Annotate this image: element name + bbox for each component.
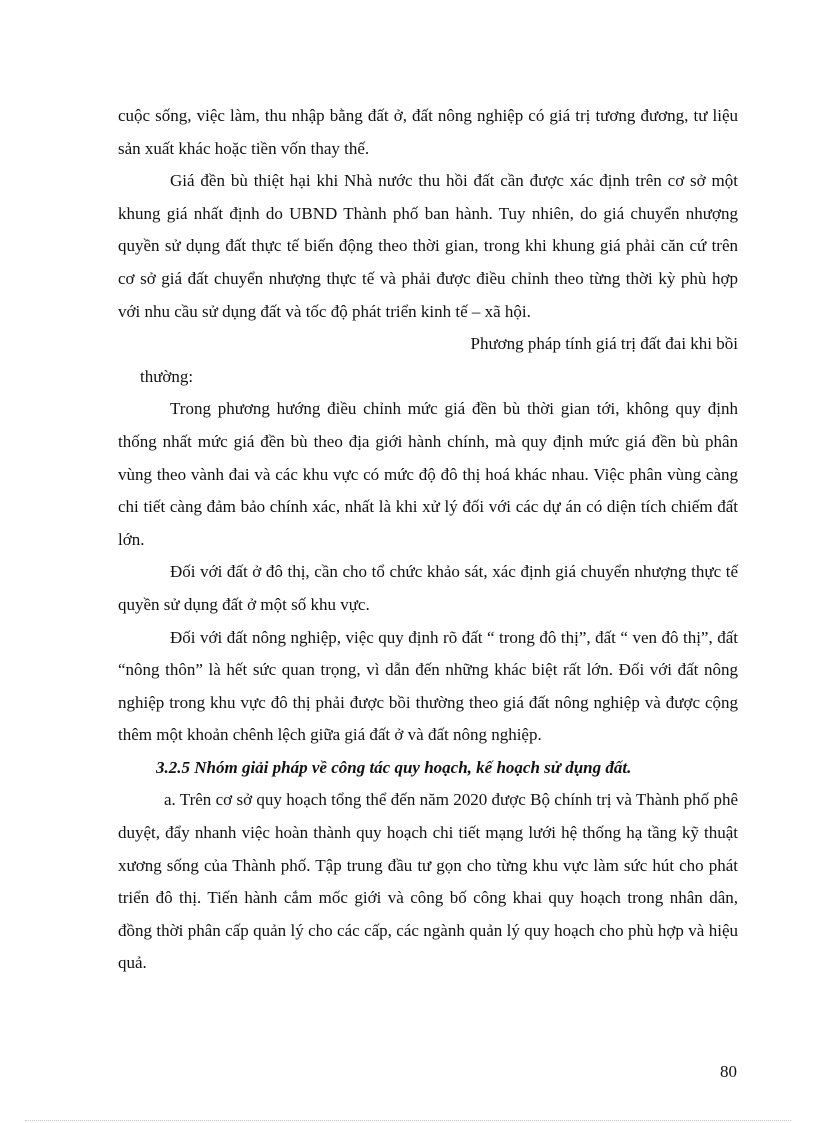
paragraph-agricultural-land: Đối với đất nông nghiệp, việc quy định rõ đất “ trong đô thị”, đất “ ven đô thị”, đất “nông thôn” là hết sức quan trọng, vì dẫn đến những khác biệt rất lớn. Đối với đất nông nghiệp trong khu vực đô thị phải được bồi thường theo giá đất nông nghiệp và được cộng thêm một khoản chênh lệch giữa giá đất ở và đất nông nghiệp. bbox=[118, 627, 738, 745]
footer-divider bbox=[25, 1120, 791, 1121]
paragraph-method-tail: thường: bbox=[140, 366, 194, 386]
page-number: 80 bbox=[720, 1062, 737, 1081]
paragraph-price-direction: Trong phương hướng điều chỉnh mức giá đền bù thời gian tới, không quy định thống nhất mức giá đền bù theo địa giới hành chính, mà quy định mức giá đền bù phân vùng theo vành đai và các khu vực có mức độ đô thị hoá khác nhau. Việc phân vùng càng chi tiết càng đảm bảo chính xác, nhất là khi xử lý đối với các dự án có diện tích chiếm đất lớn. bbox=[118, 399, 738, 549]
page-body bbox=[118, 100, 738, 980]
section-heading: 3.2.5 Nhóm giải pháp về công tác quy hoạch, kế hoạch sử dụng đất. bbox=[156, 757, 632, 777]
paragraph-continuation: cuộc sống, việc làm, thu nhập bằng đất ở, đất nông nghiệp có giá trị tương đương, tư liệu sản xuất khác hoặc tiền vốn thay thế. bbox=[118, 106, 738, 158]
paragraph-planning: a. Trên cơ sở quy hoạch tổng thể đến năm 2020 được Bộ chính trị và Thành phố phê duyệt, đẩy nhanh việc hoàn thành quy hoạch chi tiết mạng lưới hệ thống hạ tầng kỹ thuật xương sống của Thành phố. Tập trung đầu tư gọn cho từng khu vực làm sức hút cho phát triển đô thị. Tiến hành cắm mốc giới và công bố công khai quy hoạch trong nhân dân, đồng thời phân cấp quản lý cho các cấp, các ngành quản lý quy hoạch cho phù hợp và hiệu quả. bbox=[118, 790, 738, 973]
paragraph-urban-land: Đối với đất ở đô thị, cần cho tổ chức khảo sát, xác định giá chuyển nhượng thực tế quyền sử dụng đất ở một số khu vực. bbox=[118, 562, 738, 614]
paragraph-compensation-price: Giá đền bù thiệt hại khi Nhà nước thu hồi đất cần được xác định trên cơ sở một khung giá nhất định do UBND Thành phố ban hành. Tuy nhiên, do giá chuyển nhượng quyền sử dụng đất thực tế biến động theo thời gian, trong khi khung giá phải căn cứ trên cơ sở giá đất chuyển nhượng thực tế và phải được điều chỉnh theo từng thời kỳ phù hợp với nhu cầu sử dụng đất và tốc độ phát triển kinh tế – xã hội. bbox=[118, 171, 738, 321]
paragraph-method-lead: Phương pháp tính giá trị đất đai khi bồi bbox=[470, 334, 738, 354]
